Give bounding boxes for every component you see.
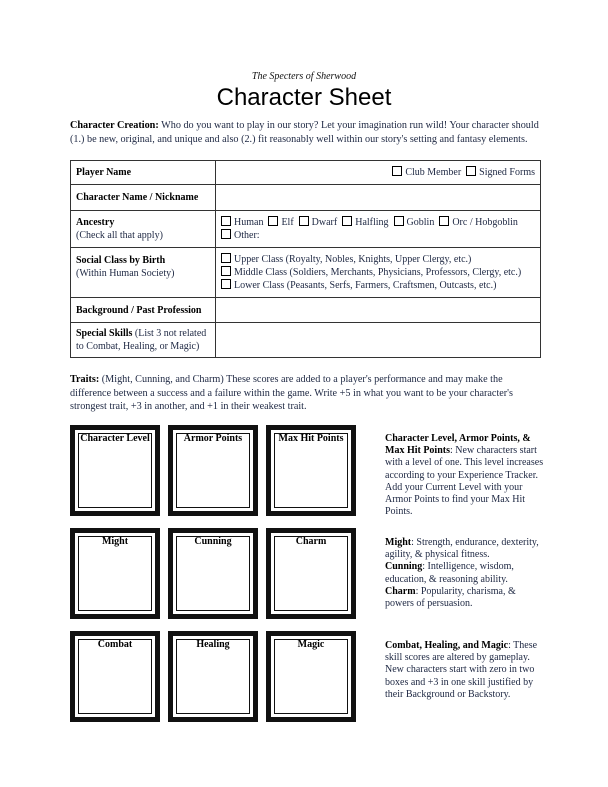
might-box[interactable] bbox=[70, 528, 160, 619]
note-label: Cunning bbox=[385, 561, 423, 573]
character-level-box[interactable] bbox=[70, 425, 160, 516]
healing-box[interactable] bbox=[168, 631, 258, 722]
charm-box[interactable] bbox=[266, 528, 356, 619]
club-member-label: Club Member bbox=[405, 167, 462, 178]
traits-text bbox=[70, 373, 542, 414]
note-label: Might bbox=[385, 537, 412, 548]
ancestry-option: Human bbox=[234, 217, 264, 228]
social-class-options bbox=[216, 248, 541, 298]
note-label: Charm bbox=[385, 585, 416, 597]
box-label: Character Level bbox=[80, 433, 150, 444]
signed-forms-checkbox[interactable] bbox=[466, 166, 476, 176]
character-info-table bbox=[70, 160, 541, 358]
ancestry-note: (Check all that apply) bbox=[76, 230, 163, 241]
ancestry-checkbox[interactable] bbox=[394, 216, 404, 226]
social-class-label: Social Class by Birth bbox=[76, 255, 166, 266]
box-label: Max Hit Points bbox=[278, 433, 344, 444]
signed-forms-label: Signed Forms bbox=[479, 167, 535, 178]
ancestry-checkbox[interactable] bbox=[268, 216, 278, 226]
ancestry-checkbox[interactable] bbox=[221, 216, 231, 226]
note-text: : Popularity, charisma, & powers of persuasion. bbox=[385, 585, 516, 610]
box-label: Healing bbox=[196, 639, 230, 650]
box-label: Combat bbox=[97, 639, 133, 650]
character-name-label: Character Name / Nickname bbox=[76, 192, 199, 203]
note-label: Character Level, Armor Points, & Max Hit Points bbox=[385, 433, 531, 457]
traits-body: (Might, Cunning, and Charm) These scores are added to a player's performance and may make the difference between a success and a failure within the game. Write +5 in what you want to be your character's strongest trait, +3 in another, and +1 in their weakest trait. bbox=[70, 374, 513, 412]
club-member-checkbox[interactable] bbox=[392, 166, 402, 176]
special-skills-note: (List 3 not related to Combat, Healing, or Magic) bbox=[76, 328, 207, 352]
box-label: Might bbox=[101, 536, 129, 547]
box-label: Cunning bbox=[194, 536, 232, 547]
cunning-box[interactable] bbox=[168, 528, 258, 619]
box-label: Charm bbox=[295, 536, 327, 547]
combat-box[interactable] bbox=[70, 631, 160, 722]
box-label: Magic bbox=[297, 639, 325, 650]
page-title: Character Sheet bbox=[216, 84, 392, 111]
social-class-checkbox[interactable] bbox=[221, 279, 231, 289]
ancestry-checkbox[interactable] bbox=[221, 229, 231, 239]
note-text: : These skill scores are altered by gameplay. New characters start with zero in two boxes and +3 in one skill justified by their Background or Backstory. bbox=[385, 640, 538, 700]
intro-label: Character Creation: bbox=[70, 120, 159, 131]
note-text: : Intelligence, wisdom, education, & reasoning ability. bbox=[385, 561, 514, 585]
skills-note bbox=[385, 640, 545, 701]
ancestry-checkbox[interactable] bbox=[439, 216, 449, 226]
ancestry-label: Ancestry bbox=[76, 217, 115, 228]
special-skills-label: Special Skills bbox=[76, 328, 133, 339]
social-class-checkbox[interactable] bbox=[221, 266, 231, 276]
ancestry-option: Dwarf bbox=[311, 217, 338, 228]
social-class-note: (Within Human Society) bbox=[76, 268, 175, 279]
social-class-option: Middle Class (Soldiers, Merchants, Physicians, Professors, Clergy, etc.) bbox=[234, 267, 522, 278]
intro-text bbox=[70, 119, 542, 147]
ancestry-option: Other: bbox=[234, 230, 260, 241]
ancestry-option: Orc / Hobgoblin bbox=[452, 217, 518, 228]
background-label: Background / Past Profession bbox=[76, 304, 202, 316]
ancestry-checkbox[interactable] bbox=[342, 216, 352, 226]
character-name-field[interactable] bbox=[216, 185, 541, 211]
ancestry-checkbox[interactable] bbox=[299, 216, 309, 226]
special-skills-field[interactable] bbox=[216, 323, 541, 358]
traits-note bbox=[385, 537, 545, 610]
ancestry-options bbox=[216, 211, 541, 248]
note-text: : New characters start with a level of one. This level increases according to your Experience Tracker. Add your Current Level with your Armor Points to find your Max Hit Points. bbox=[385, 445, 544, 518]
background-field[interactable] bbox=[216, 298, 541, 323]
social-class-option: Upper Class (Royalty, Nobles, Knights, Upper Clergy, etc.) bbox=[234, 254, 472, 265]
player-name-label: Player Name bbox=[76, 167, 132, 178]
box-label: Armor Points bbox=[183, 433, 243, 444]
social-class-checkbox[interactable] bbox=[221, 253, 231, 263]
ancestry-option: Elf bbox=[281, 217, 294, 228]
note-label: Combat, Healing, and Magic bbox=[385, 640, 509, 651]
social-class-option: Lower Class (Peasants, Serfs, Farmers, Craftsmen, Outcasts, etc.) bbox=[234, 280, 497, 291]
armor-points-box[interactable] bbox=[168, 425, 258, 516]
traits-label: Traits: bbox=[70, 374, 100, 385]
ancestry-option: Goblin bbox=[406, 217, 435, 228]
intro-body: Who do you want to play in our story? Let your imagination run wild! Your character should (1.) be new, original, and unique and also (2.) fit reasonably well within our story's setting and fantasy elements. bbox=[70, 120, 539, 145]
subtitle: The Specters of Sherwood bbox=[251, 71, 357, 82]
ancestry-option: Halfling bbox=[355, 217, 389, 228]
magic-box[interactable] bbox=[266, 631, 356, 722]
max-hit-points-box[interactable] bbox=[266, 425, 356, 516]
player-name-field[interactable] bbox=[216, 161, 541, 185]
level-armor-hp-note bbox=[385, 433, 545, 518]
note-text: : Strength, endurance, dexterity, agility, & physical fitness. bbox=[385, 537, 539, 561]
